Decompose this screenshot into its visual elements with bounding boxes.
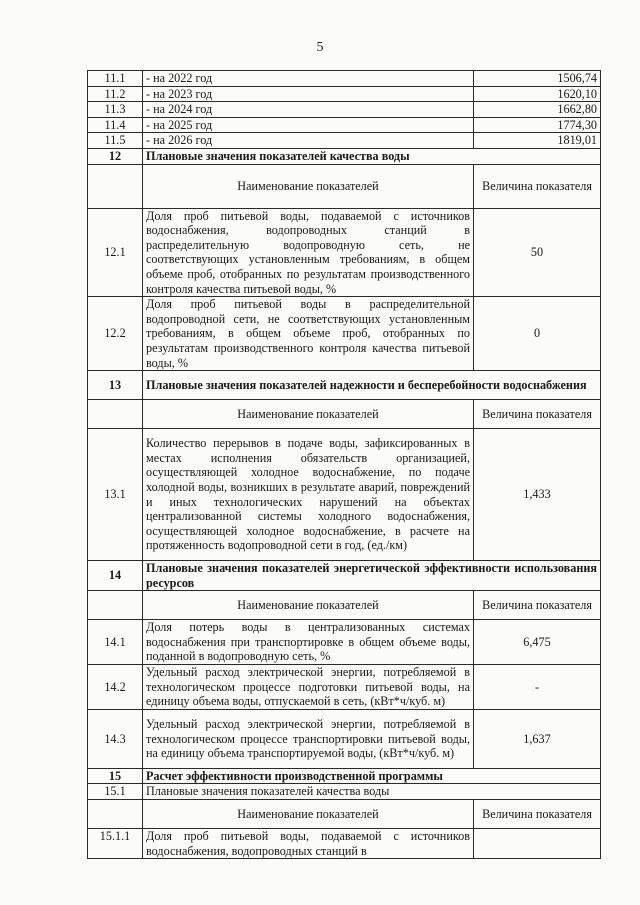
row-value: 1662,80 <box>474 102 601 118</box>
table-row <box>88 784 601 800</box>
section-title: Плановые значения показателей надежности и бесперебойности водоснабжения <box>143 371 601 400</box>
row-number: 11.4 <box>88 117 143 133</box>
row-value: 0 <box>474 297 601 371</box>
row-number: 14.2 <box>88 665 143 710</box>
row-text: Удельный расход электрической энергии, потребляемой в технологическом процессе транспортировки питьевой воды, на единицу объема транспортируемой воды, (кВт*ч/куб. м) <box>143 709 474 768</box>
section-title: Расчет эффективности производственной программы <box>143 768 601 784</box>
row-value: 1774,30 <box>474 117 601 133</box>
row-text: Количество перерывов в подаче воды, зафиксированных в местах исполнения обязательств организацией, осуществляющей холодное водоснабжение, по подаче холодной воды, возникших в результате аварий, повреждений и иных технологических нарушений на объектах централизованной системы холодного водоснабжения, осуществляющей холодное водоснабжение, в расчете на протяженность водопроводной сети в год, (ед./км) <box>143 429 474 561</box>
row-label: - на 2026 год <box>143 133 474 149</box>
table-row <box>88 620 601 665</box>
row-number: 15.1.1 <box>88 829 143 859</box>
table-row <box>88 86 601 102</box>
row-text: Доля потерь воды в централизованных системах водоснабжения при транспортировке в общем объеме воды, поданной в водопроводную сеть, % <box>143 620 474 665</box>
section-row <box>88 371 601 400</box>
row-number: 12.1 <box>88 208 143 297</box>
table-row <box>88 71 601 87</box>
column-header-value: Величина показателя <box>474 800 601 829</box>
row-number: 11.2 <box>88 86 143 102</box>
table-row <box>88 829 601 859</box>
section-number: 12 <box>88 148 143 164</box>
section-row <box>88 561 601 591</box>
column-header-row <box>88 591 601 620</box>
row-number: 11.3 <box>88 102 143 118</box>
column-header-name: Наименование показателей <box>143 591 474 620</box>
table-row <box>88 709 601 768</box>
program-table <box>87 70 601 859</box>
row-number: 14.3 <box>88 709 143 768</box>
section-row <box>88 768 601 784</box>
section-title: Плановые значения показателей энергетической эффективности использования ресурсов <box>143 561 601 591</box>
column-header-value: Величина показателя <box>474 591 601 620</box>
row-value: 1819,01 <box>474 133 601 149</box>
column-header-name: Наименование показателей <box>143 400 474 429</box>
row-value: 1506,74 <box>474 71 601 87</box>
row-number: 11.5 <box>88 133 143 149</box>
column-header-name: Наименование показателей <box>143 164 474 208</box>
row-number: 15.1 <box>88 784 143 800</box>
row-value: 50 <box>474 208 601 297</box>
table-row <box>88 117 601 133</box>
table-row <box>88 297 601 371</box>
section-row <box>88 148 601 164</box>
column-header-value: Величина показателя <box>474 400 601 429</box>
section-title: Плановые значения показателей качества воды <box>143 148 601 164</box>
table-row <box>88 665 601 710</box>
row-number: 12.2 <box>88 297 143 371</box>
section-number: 14 <box>88 561 143 591</box>
row-number: 11.1 <box>88 71 143 87</box>
page-number: 5 <box>316 40 324 55</box>
table-row <box>88 208 601 297</box>
row-number: 14.1 <box>88 620 143 665</box>
row-value: 1,433 <box>474 429 601 561</box>
row-text: Плановые значения показателей качества воды <box>143 784 601 800</box>
row-text: Доля проб питьевой воды, подаваемой с источников водоснабжения, водопроводных станций в распределительную водопроводную сеть, не соответствующих установленным требованиям, в общем объеме проб, отобранных по результатам производственного контроля качества питьевой воды, % <box>143 208 474 297</box>
row-value: 6,475 <box>474 620 601 665</box>
table-row <box>88 102 601 118</box>
column-header-row <box>88 400 601 429</box>
row-value <box>474 829 601 859</box>
row-label: - на 2024 год <box>143 102 474 118</box>
row-value: - <box>474 665 601 710</box>
table-row <box>88 429 601 561</box>
table-row <box>88 133 601 149</box>
column-header-row <box>88 800 601 829</box>
column-header-value: Величина показателя <box>474 164 601 208</box>
column-header-row <box>88 164 601 208</box>
section-number: 13 <box>88 371 143 400</box>
row-label: - на 2025 год <box>143 117 474 133</box>
row-text: Доля проб питьевой воды, подаваемой с источников водоснабжения, водопроводных станций в <box>143 829 474 859</box>
section-number: 15 <box>88 768 143 784</box>
row-value: 1620,10 <box>474 86 601 102</box>
row-label: - на 2023 год <box>143 86 474 102</box>
row-value: 1,637 <box>474 709 601 768</box>
row-text: Удельный расход электрической энергии, потребляемой в технологическом процессе подготовки питьевой воды, на единицу объема воды, отпускаемой в сеть, (кВт*ч/куб. м) <box>143 665 474 710</box>
column-header-name: Наименование показателей <box>143 800 474 829</box>
row-label: - на 2022 год <box>143 71 474 87</box>
row-text: Доля проб питьевой воды в распределительной водопроводной сети, не соответствующих установленным требованиям, в общем объеме проб, отобранных по результатам производственного контроля качества питьевой воды, % <box>143 297 474 371</box>
row-number: 13.1 <box>88 429 143 561</box>
